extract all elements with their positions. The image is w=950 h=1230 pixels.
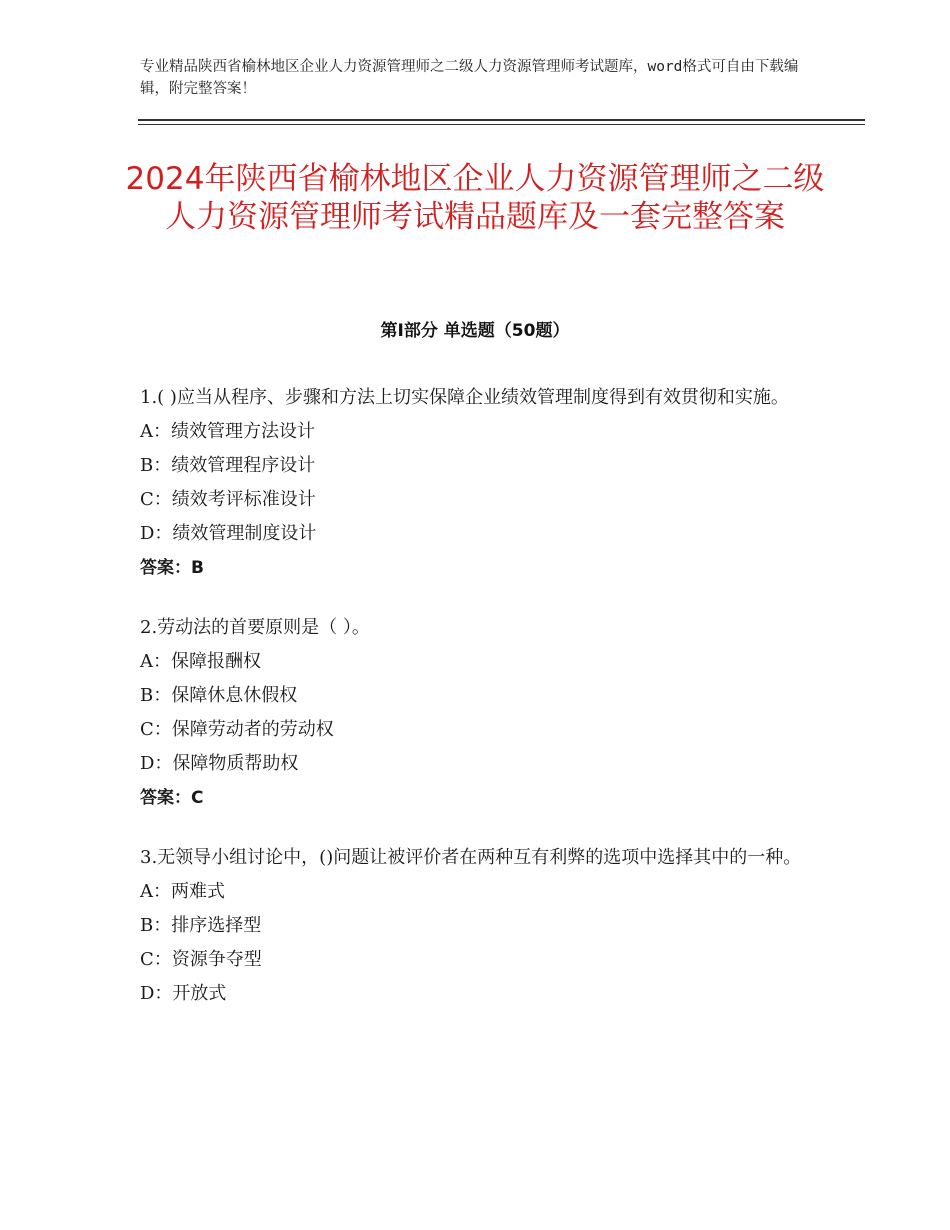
option-c: C：资源争夺型 <box>140 949 262 970</box>
option-c: C：保障劳动者的劳动权 <box>140 719 334 740</box>
option-b: B：排序选择型 <box>140 915 262 936</box>
header-note: 专业精品陕西省榆林地区企业人力资源管理师之二级人力资源管理师考试题库，word格式可自由下载编辑，附完整答案！ <box>140 59 799 97</box>
header-divider <box>138 119 865 125</box>
answer: 答案：C <box>140 788 204 808</box>
option-d: D：保障物质帮助权 <box>140 753 299 774</box>
answer: 答案：B <box>140 558 204 578</box>
option-a: A：两难式 <box>140 881 225 902</box>
option-d: D：开放式 <box>140 983 227 1004</box>
option-b: B：绩效管理程序设计 <box>140 455 316 476</box>
question-stem: 1.( )应当从程序、步骤和方法上切实保障企业绩效管理制度得到有效贯彻和实施。 <box>140 387 789 408</box>
question-3 <box>140 841 820 1011</box>
option-b: B：保障休息休假权 <box>140 685 298 706</box>
option-a: A：绩效管理方法设计 <box>140 421 315 442</box>
option-c: C：绩效考评标准设计 <box>140 489 316 510</box>
document-title: 2024年陕西省榆林地区企业人力资源管理师之二级人力资源管理师考试精品题库及一套完整答案 <box>125 161 825 235</box>
option-a: A：保障报酬权 <box>140 651 261 672</box>
question-stem: 3.无领导小组讨论中，()问题让被评价者在两种互有利弊的选项中选择其中的一种。 <box>140 847 802 868</box>
section-title: 第Ⅰ部分 单选题（50题） <box>380 321 570 341</box>
question-1 <box>140 381 820 585</box>
question-stem: 2.劳动法的首要原则是（ ）。 <box>140 617 370 638</box>
question-2 <box>140 611 820 815</box>
question-list <box>140 381 820 1037</box>
option-d: D：绩效管理制度设计 <box>140 523 317 544</box>
